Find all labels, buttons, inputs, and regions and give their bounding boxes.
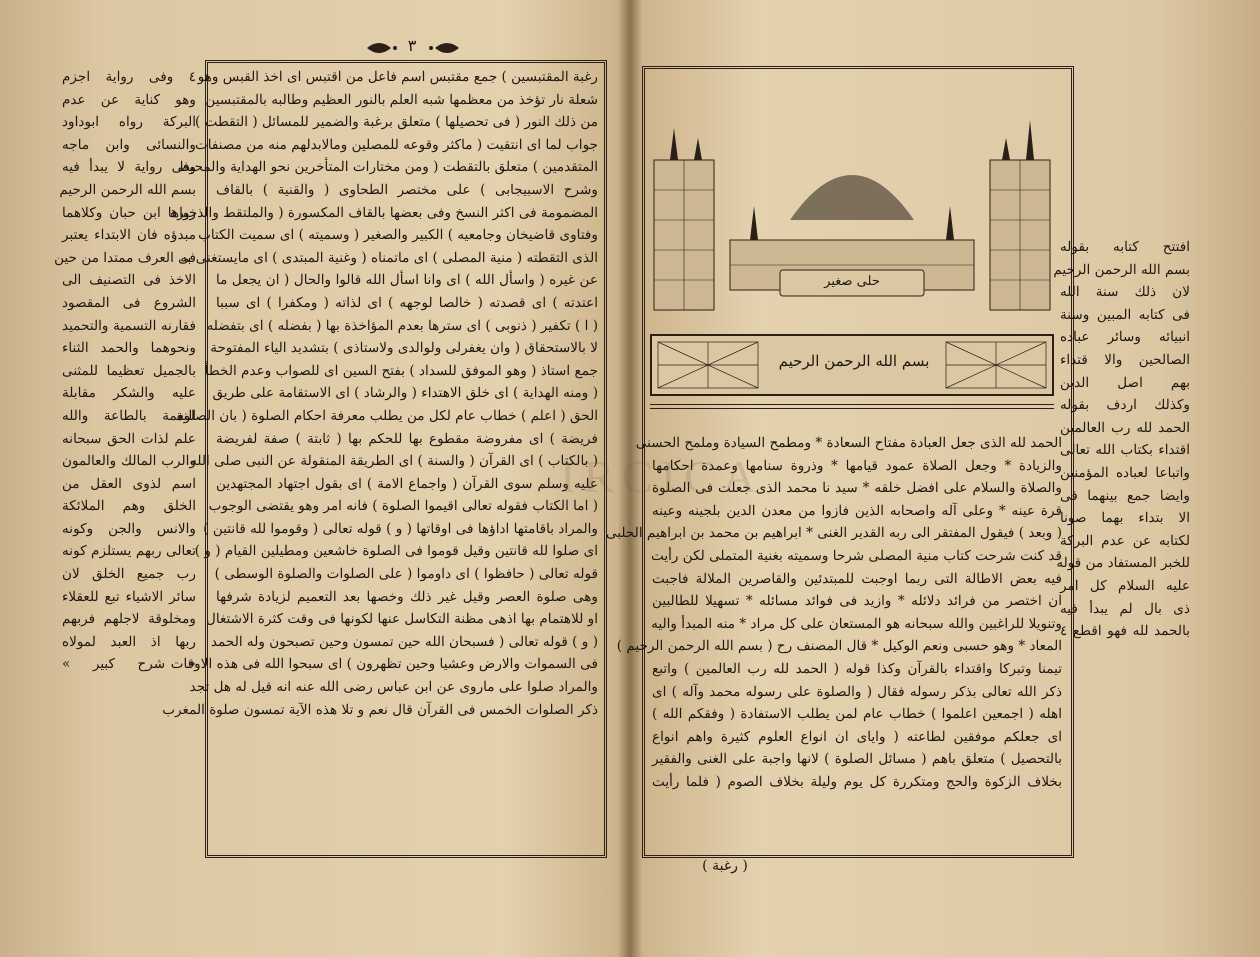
headpiece-label: حلى صغير xyxy=(824,274,880,289)
text-line: « شرح كبير » xyxy=(62,656,196,673)
right-margin-commentary xyxy=(1053,236,1190,643)
text-line: الخلق وهم الملائكة xyxy=(62,498,196,515)
text-line: بالحمد لله فهو اقطع ٤ xyxy=(1060,623,1190,640)
text-line: لا بالاستحقاق ( وان يغفرلى ولوالدى ولاستاذى ) بتشديد الياء المفتوحة xyxy=(210,340,598,357)
text-line: الحمد لله رب العالمين xyxy=(1060,419,1190,436)
text-line: بسم الله الرحمن الرحيم xyxy=(1053,261,1190,278)
text-line: الا بتداء بهما صونا xyxy=(1060,510,1190,527)
text-line: قد كنت شرحت كتاب منية المصلى شرحا وسميته بغنية المتملى لكن رأيت xyxy=(650,547,1062,564)
text-line: او للاهتمام بها اذهى مظنة التكاسل عنها لكونها فى وقت كثرة الاشتغال xyxy=(205,611,598,628)
text-line: البركة رواه ابوداود xyxy=(62,114,196,131)
text-line: اى جعلكم موفقين لطاعته ( واياى ان انواع العلوم كثيرة واهم انواع xyxy=(652,728,1062,745)
text-line: فقارنه التسمية والتحميد xyxy=(62,317,196,334)
text-line: وشرح الاسبيجابى ) على مختصر الطحاوى ( والقنية ) بالقاف xyxy=(216,181,598,198)
text-line: الاخذ فى التصنيف الى xyxy=(62,272,196,289)
text-line: الصالحين والا قتداء xyxy=(1060,351,1190,368)
text-line: ذى بال لم يبدأ فيه xyxy=(1060,600,1190,617)
text-line: ربها اذ العبد لمولاه xyxy=(62,633,196,650)
text-line: سائر الاشياء تبع للعقلاء xyxy=(62,588,196,605)
text-line: ٤ وفى رواية اجزم xyxy=(62,69,196,85)
text-line: الحمد لله الذى جعل العبادة مفتاح السعادة * ومطمح السيادة وملمح الحسنى xyxy=(635,435,1062,451)
text-line: ( ا ) تكفير ( ذنوبى ) اى سترها بعدم المؤاخذة بها ( بفضله ) اى بتفضله xyxy=(206,317,598,334)
text-line: والمراد باقامتها اداؤها فى اوقاتها ( و ) قوله تعالى ( وقوموا لله قانتين ) xyxy=(203,520,598,537)
text-line: قرة عينه * وعلى آله واصحابه الذين فازوا من معدن الدين بلجينه وعينه xyxy=(652,502,1062,519)
left-margin-commentary xyxy=(54,66,196,676)
text-line: بخلاف الزكوة والحج ومتكررة كل يوم وليلة بخلاف الصوم ( فلما رأيت xyxy=(652,773,1062,790)
basmala-rule-2 xyxy=(650,408,1054,409)
text-line: المتقدمين ) متعلق بالتقطت ( ومن مختارات المتأخرين نحو الهداية والمحيط xyxy=(177,159,598,176)
text-line: عليه السلام كل امر xyxy=(1060,577,1190,594)
text-line: قوله تعالى ( حافظوا ) اى داوموا ( على الصلوات والصلوة الوسطى ) xyxy=(214,566,598,583)
text-line: والرب المالك والعالمون xyxy=(62,453,196,470)
text-line: والصلاة والسلام على افضل خلقه * سيد نا محمد الذى جعلت فى الصلوة xyxy=(652,480,1062,497)
basmala-rule xyxy=(650,404,1054,405)
text-line: افتتح كتابه بقوله xyxy=(1060,239,1190,255)
text-line: ( وبعد ) فيقول المفتقر الى ربه القدير الغنى * ابراهيم بن محمد بن ابراهيم الحلبى xyxy=(605,525,1062,542)
text-line: بهم اصل الدين xyxy=(1060,374,1190,391)
text-line: للخبر المستفاد من قوله xyxy=(1056,555,1190,572)
text-line: ومخلوقة لاجلهم فربهم xyxy=(62,611,196,628)
text-line: واتباعا لعباده المؤمنين xyxy=(1060,464,1190,481)
text-line: رغبة المقتبسين ) جمع مقتبس اسم فاعل من اقتبس اى اخذ القبس وهو xyxy=(197,69,598,85)
text-line: فى كتابه المبين وسنة xyxy=(1060,306,1190,323)
text-line: عن غيره ( واسأل الله ) اى وانا اسأل الله قالوا والحال ( ان يجعل ما xyxy=(216,272,598,289)
text-line: بالتحصيل ) متعلق باهم ( مسائل الصلوة ) لانها واجبة على الغنى والفقير xyxy=(652,751,1062,768)
basmala-text: بسم الله الرحمن الرحيم xyxy=(778,352,930,370)
text-line: فيه بعض الاطالة التى ربما اوجبت للمبتدئين والقاصرين الملالة فاجبت xyxy=(652,570,1062,587)
text-line: اى صلوا لله قانتين وقيل قوموا فى الصلوة خاشعين ومطيلين القيام ( و ) xyxy=(194,543,598,560)
text-line: والانس والجن وكونه xyxy=(62,520,196,537)
text-line: من ذلك النور ( فى تحصيلها ) متعلق برغبة والضمير للمسائل ( التقطت ) xyxy=(194,114,598,131)
text-line: شعلة نار تؤخذ من معظمها شبه العلم بالنور العظيم وطالبه بالمقتبسين xyxy=(205,91,598,108)
text-line: وايضا جمع بينهما فى xyxy=(1060,487,1190,504)
text-line: جواب لما اى انتقيت ( ماكثر وقوعه للمصلين ومالابدلهم منه من مصنفات xyxy=(194,136,598,153)
text-line: وتنويلا للراغبين والله سبحانه هو المستعان على كل مراد * منه المبدأ واليه xyxy=(651,615,1062,632)
text-line: ( اما الكتاب فقوله تعالى اقيموا الصلوة ) فانه امر وهو يقتضى الوجوب xyxy=(208,498,598,515)
text-line: ذكر الصلوات الخمس فى القرآن قال نعم و تلا هذه الآية تمسون صلوة المغرب xyxy=(162,701,598,718)
text-line: النعمة بالطاعة والله xyxy=(62,407,196,424)
text-line: والمراد صلوا على ماروى عن ابن عباس رضى الله عنه انه قيل له هل تجد xyxy=(189,679,598,696)
text-line: انبيائه وسائر عباده xyxy=(1060,329,1190,346)
text-line: المضمومة فى اكثر النسخ وفى بعضها بالقاف المكسورة ( والملتقط والذخيرة xyxy=(170,204,598,221)
text-line: وفى رواية لا يبدأ فيه xyxy=(62,159,196,176)
catchword: ( رغبة ) xyxy=(702,858,748,874)
text-line: رواها ابن حبان وكلاهما xyxy=(62,204,196,221)
text-line: اعتدته ) اى قصدته ( خالصا لوجهه ) اى لذاته ( ومكفرا ) اى سببا xyxy=(216,294,598,311)
watermark: IRCICA xyxy=(560,451,764,502)
text-line: بسم الله الرحمن الرحيم xyxy=(59,181,196,198)
text-line: والنسائى وابن ماجه xyxy=(62,136,196,153)
basmala-band xyxy=(650,334,1054,396)
text-line: اقتداء بكتاب الله تعالى xyxy=(1060,442,1190,459)
text-line: والزيادة * وجعل الصلاة عمود قيامها * وذروة سنامها وعمدة احكامها xyxy=(652,457,1062,474)
text-line: ( ومنه الهداية ) اى خلق الاهتداء ( والرشاد ) اى الاستقامة على طريق xyxy=(212,385,598,402)
text-line: المعاد * وهو حسبى ونعم الوكيل * قال المصنف رح ( بسم الله الرحمن الرحيم ) xyxy=(616,638,1062,655)
text-line: ( و ) قوله تعالى ( فسبحان الله حين تمسون وحين تصبحون وله الحمد xyxy=(210,633,598,650)
text-line: وهى صلوة العصر وقيل غير ذلك وخصها بعد التعميم لزيادة شرفها xyxy=(216,588,598,605)
text-line: وفتاوى قاضيخان وجامعيه ) الكبير والصغير ( وسميته ) اى سميت الكتاب xyxy=(198,227,598,244)
text-line: علم لذات الحق سبحانه xyxy=(62,430,196,447)
text-line: عليه وسلم سوى القرآن ( واجماع الامة ) اى بقول اجتهاد المجتهدين xyxy=(216,475,598,492)
text-line: تعالى ربهم يستلزم كونه xyxy=(62,543,196,560)
text-line: جمع استاذ ( وهو الموفق للسداد ) بفتح السين اى للصواب وعدم الخطأ xyxy=(204,362,598,379)
text-line: تيمنا وتبركا واقتداء بالقرآن وكذا قوله ( الحمد لله رب العالمين ) واتبع xyxy=(652,660,1062,677)
text-line: عليه والشكر مقابلة xyxy=(62,385,196,402)
text-line: ذكر الله تعالى بذكر رسوله فقال ( والصلوة على رسوله محمد وآله ) اى xyxy=(652,683,1062,700)
text-line: ان اختصر من فرائد دلائله * وازيد فى فوائد مسائله * تسهيلا للطالبين xyxy=(652,593,1062,610)
text-line: لان ذلك سنة الله xyxy=(1060,284,1190,301)
text-line: اهله ( اجمعين اعلموا ) خطاب عام لمن يطلب الاستفادة ( وفقكم الله ) xyxy=(652,706,1062,723)
text-line: مبدؤه فان الابتداء يعتبر xyxy=(62,227,196,244)
text-line: وهو كناية عن عدم xyxy=(62,91,196,108)
text-line: فى السموات والارض وعشيا وحين تظهرون ) اى سبحوا الله فى هذه الاوقات xyxy=(170,656,598,673)
text-line: فى العرف ممتدا من حين xyxy=(54,249,196,266)
left-main-text xyxy=(162,66,598,721)
text-line: الشروع فى المقصود xyxy=(62,294,196,311)
text-line: اسم لذوى العقل من xyxy=(62,475,196,492)
text-line: وكذلك اردف بقوله xyxy=(1060,397,1190,414)
text-line: الذى التقطته ( منية المصلى ) اى ماتمناه ( وغنية المبتدى ) اى مايستغنى به xyxy=(180,249,598,266)
text-line: بالجميل تعظيما للمثنى xyxy=(62,362,196,379)
text-line: ( بالكتاب ) اى القرآن ( والسنة ) اى الطريقة المنقولة عن النبى صلى الله xyxy=(190,453,598,470)
text-line: لكتابه عن عدم البركة xyxy=(1060,532,1190,549)
text-line: ونحوهما والحمد الثناء xyxy=(62,340,196,357)
text-line: فريضة ) اى مفروضة مقطوع بها للحكم بها ( ثابتة ) صفة لفريضة xyxy=(216,430,598,447)
page-number: ٣ xyxy=(407,36,417,55)
text-line: رب جميع الخلق لان xyxy=(62,566,196,583)
text-line: الحق ( اعلم ) خطاب عام لكل من يطلب معرفة احكام الصلوة ( بان الصلوة xyxy=(176,407,598,424)
